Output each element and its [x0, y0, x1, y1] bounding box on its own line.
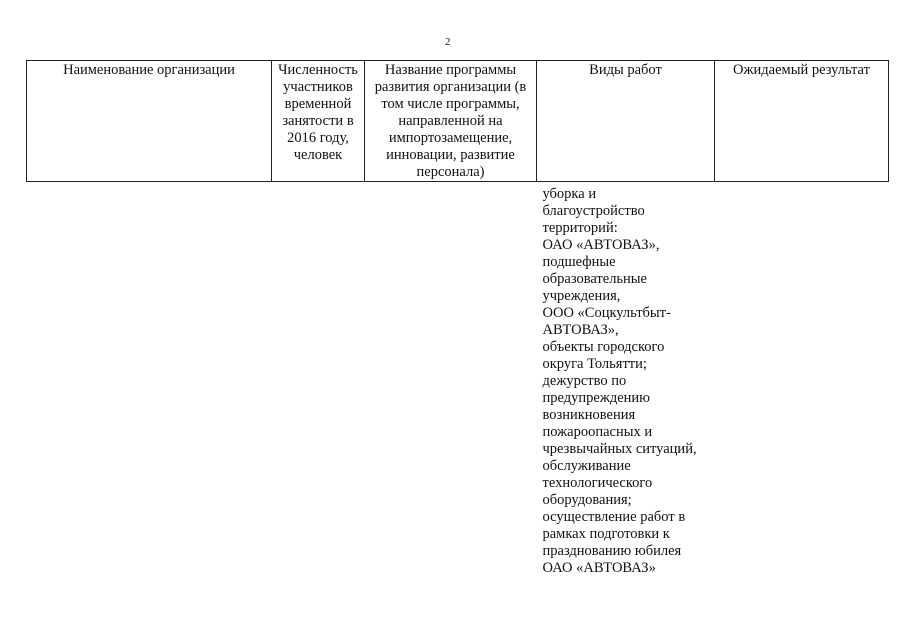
work-types-line: округа Тольятти; — [542, 356, 647, 372]
table-row — [27, 182, 889, 578]
header-program: Название программы развития организации (в том числе программы, направленной на импортозамещение, инновации, развитие персонала) — [365, 61, 537, 182]
cell-work-types — [537, 182, 715, 578]
work-types-line: объекты городского — [542, 339, 665, 355]
cell-participants — [272, 182, 365, 578]
cell-expected-result — [715, 182, 889, 578]
work-types-line: ООО «Соцкультбыт- — [542, 305, 671, 321]
work-types-line: возникновения — [542, 407, 636, 423]
work-types-line: ОАО «АВТОВАЗ», — [542, 237, 660, 253]
header-work-types: Виды работ — [537, 61, 715, 182]
activities-table — [26, 60, 889, 577]
work-types-line: обслуживание — [542, 458, 631, 474]
header-participants: Численность участников временной занятости в 2016 году, человек — [272, 61, 365, 182]
work-types-line: празднованию юбилея — [542, 543, 682, 559]
work-types-line: технологического — [542, 475, 653, 491]
work-types-line: предупреждению — [542, 390, 651, 406]
work-types-line: уборка и — [542, 186, 597, 202]
work-types-line: осуществление работ в — [542, 509, 686, 525]
work-types-list — [543, 186, 712, 577]
cell-program — [365, 182, 537, 578]
table-header-row — [27, 61, 889, 182]
work-types-line: учреждения, — [542, 288, 621, 304]
work-types-line: благоустройство — [542, 203, 645, 219]
work-types-line: пожароопасных и — [542, 424, 653, 440]
work-types-line: территорий: — [542, 220, 618, 236]
page-number: 2 — [445, 36, 451, 48]
work-types-line: рамках подготовки к — [542, 526, 670, 542]
header-organization: Наименование организации — [27, 61, 272, 182]
work-types-line: подшефные — [542, 254, 616, 270]
header-expected-result: Ожидаемый результат — [715, 61, 889, 182]
work-types-line: АВТОВАЗ», — [542, 322, 619, 338]
work-types-line: образовательные — [542, 271, 647, 287]
work-types-line: дежурство по — [542, 373, 627, 389]
work-types-line: чрезвычайных ситуаций, — [542, 441, 697, 457]
cell-organization — [27, 182, 272, 578]
work-types-line: оборудования; — [542, 492, 632, 508]
work-types-line: ОАО «АВТОВАЗ» — [542, 560, 656, 576]
